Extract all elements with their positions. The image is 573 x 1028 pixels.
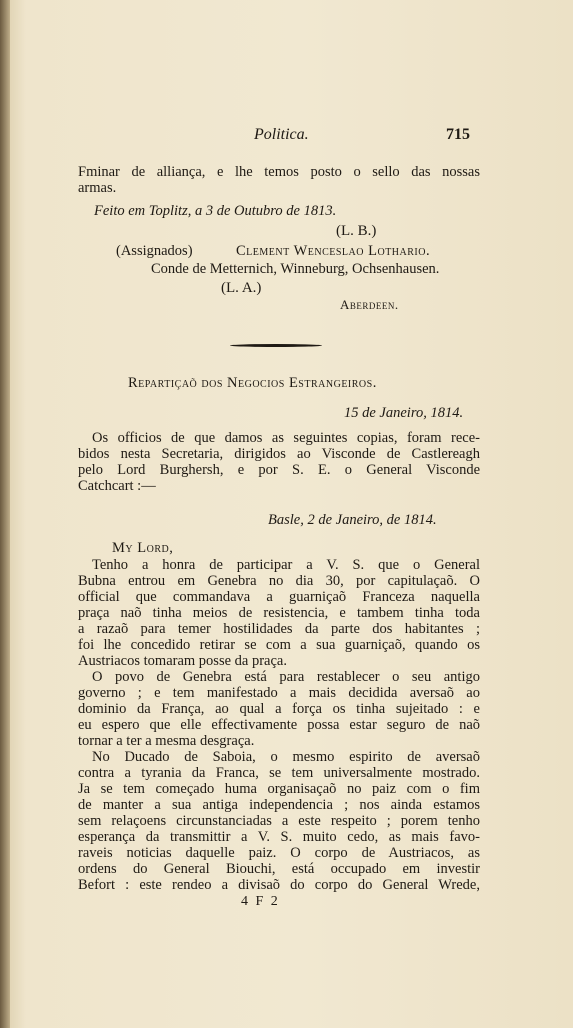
body-line: Tenho a honra de participar a V. S. que o General <box>92 557 480 573</box>
treaty-date: Feito em Toplitz, a 3 de Outubro de 1813. <box>94 203 337 219</box>
body-line: foi lhe concedido retirar se com a sua guarniçaõ, quando os <box>78 637 480 653</box>
body-line: de manter a sua antiga independencia ; nos ainda estamos <box>78 797 480 813</box>
body-line: Bubna entrou em Genebra no dia 30, por capitulaçaõ. O <box>78 573 480 589</box>
salutation: My Lord, <box>112 540 174 556</box>
body-line: praça naõ tinha meios de resistencia, e tambem tinha toda <box>78 605 480 621</box>
body-line: dominio da França, ao qual a força os tinha sujeitado : e <box>78 701 480 717</box>
body-line: ordens do General Biouchi, está occupado em investir <box>78 861 480 877</box>
seal-la: (L. A.) <box>221 280 262 296</box>
body-line: contra a tyrania da Franca, se tem universalmente mostrado. <box>78 765 480 781</box>
signer-metternich: Conde de Metternich, Winneburg, Ochsenhausen. <box>151 261 440 277</box>
page-number: 715 <box>446 126 470 143</box>
body-line: O povo de Genebra está para restablecer o seu antigo <box>92 669 480 685</box>
body-line: a razaõ para temer hostilidades da parte dos habitantes ; <box>78 621 480 637</box>
treaty-line-2: armas. <box>78 180 117 196</box>
intro-line: bidos nesta Secretaria, dirigidos ao Visconde de Castlereagh <box>78 446 480 462</box>
body-line: No Ducado de Saboia, o mesmo espirito de aversaõ <box>92 749 480 765</box>
signer-aberdeen: Aberdeen. <box>340 297 399 312</box>
body-line: Austriacos tomaram posse da praça. <box>78 653 287 669</box>
intro-line: pelo Lord Burghersh, e por S. E. o General Visconde <box>78 462 480 478</box>
signature-mark: 4 F 2 <box>241 894 280 909</box>
signer-lothario: Clement Wenceslao Lothario. <box>236 243 431 259</box>
body-line: official que commandava a guarniçaõ Franceza naquella <box>78 589 480 605</box>
intro-line: Catchcart :— <box>78 478 156 494</box>
running-head: Politica. <box>254 126 309 143</box>
seal-lb: (L. B.) <box>336 223 377 239</box>
signed-label: (Assignados) <box>116 243 193 259</box>
body-line: Befort : este rendeo a divisaõ do corpo do General Wrede, <box>78 877 480 893</box>
body-line: raveis noticias daquelle paiz. O corpo de Austriacos, as <box>78 845 480 861</box>
body-line: governo ; e tem manifestado a mais decidida aversaõ ao <box>78 685 480 701</box>
dispatch-date: 15 de Janeiro, 1814. <box>344 405 464 421</box>
body-line: eu espero que elle effectivamente possa estar seguro de naõ <box>78 717 480 733</box>
page-gutter <box>0 0 10 1028</box>
section-heading: Repartiçaõ dos Negocios Estrangeiros. <box>128 375 377 391</box>
body-line: sem relaçoens circunstanciadas a este respeito ; porem tenho <box>78 813 480 829</box>
treaty-line-1: Fminar de alliança, e lhe temos posto o sello das nossas <box>78 164 480 180</box>
section-rule <box>230 344 322 347</box>
intro-line: Os officios de que damos as seguintes copias, foram rece- <box>92 430 480 446</box>
body-line: esperança da transmittir a V. S. muito cedo, as mais favo- <box>78 829 480 845</box>
body-line: tornar a ter a mesma desgraça. <box>78 733 255 749</box>
body-line: Ja se tem começado huma organisaçaõ no paiz com o fim <box>78 781 480 797</box>
letter-date: Basle, 2 de Janeiro, de 1814. <box>268 512 437 528</box>
